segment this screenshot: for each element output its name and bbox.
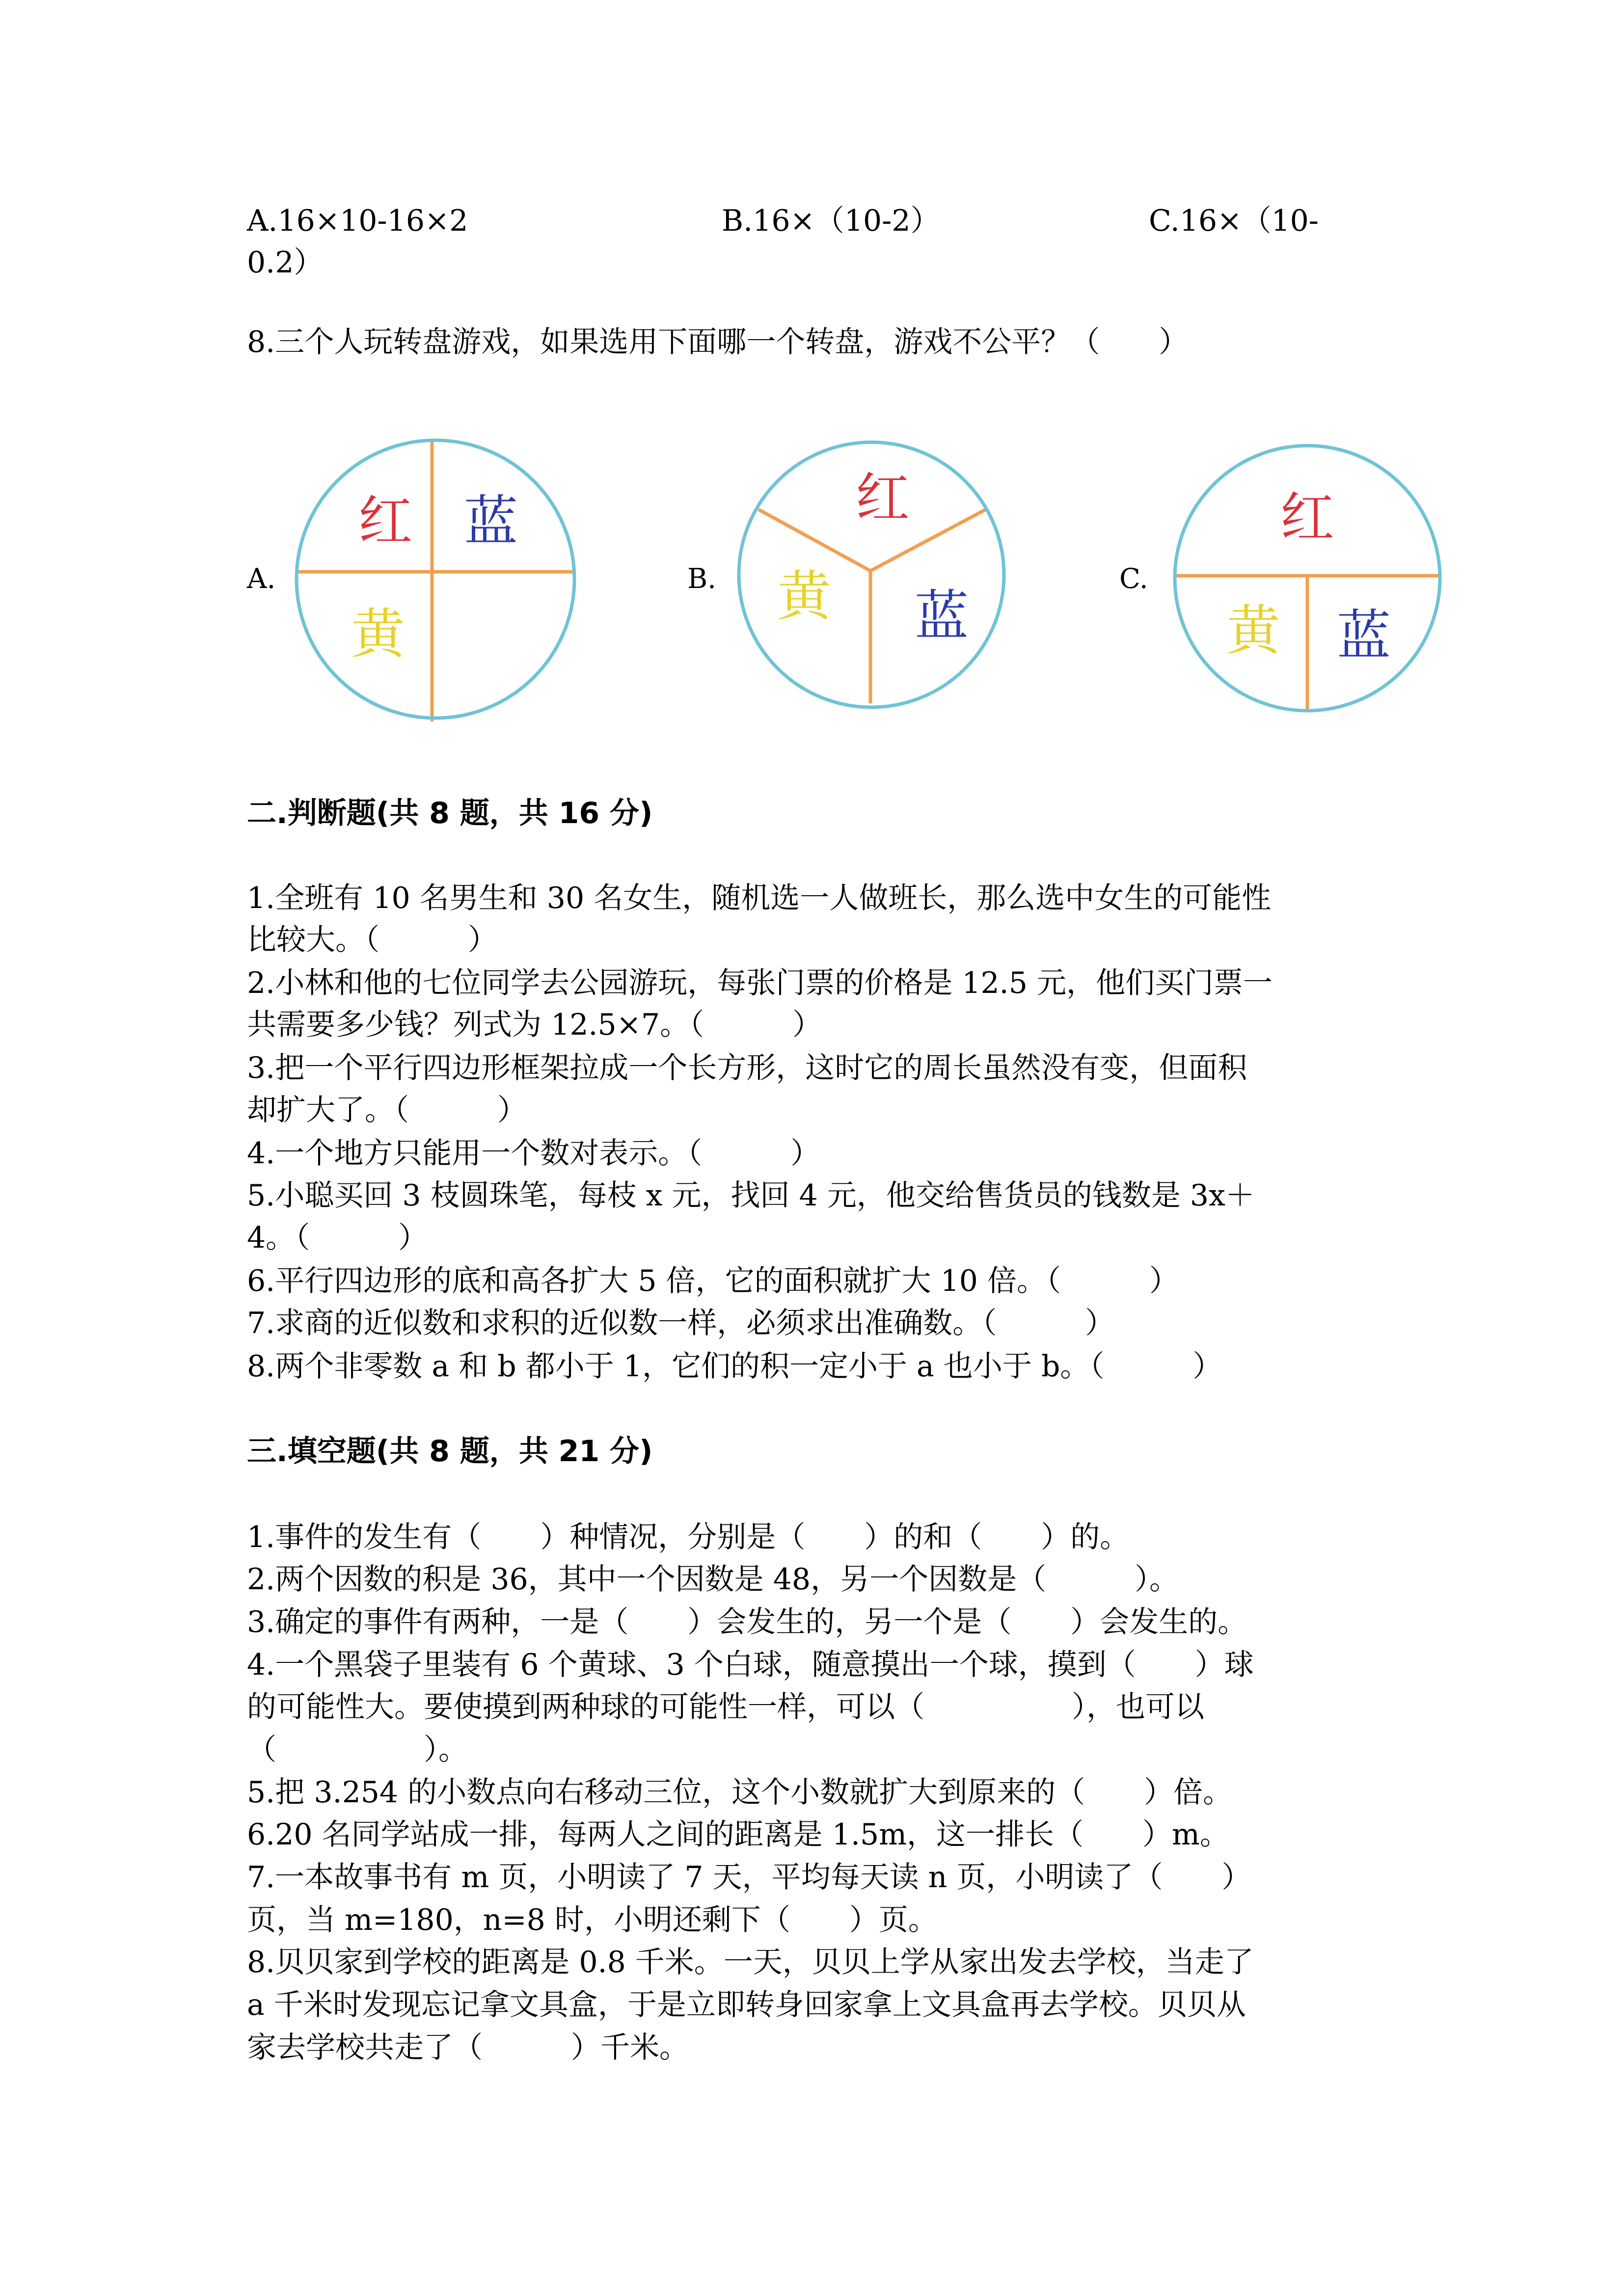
s3-line: 家去学校共走了（ ）千米。 <box>247 2030 689 2065</box>
spinner-c-sector-red: 红 <box>1280 486 1334 549</box>
s2-line: 5.小聪买回 3 枝圆珠笔，每枝 x 元，找回 4 元，他交给售货员的钱数是 3x＋ <box>247 1178 1255 1213</box>
s2-line: 却扩大了。（ ） <box>247 1093 527 1127</box>
s3-line: 7.一本故事书有 m 页，小明读了 7 天，平均每天读 n 页，小明读了（ ） <box>247 1860 1251 1895</box>
q8-question: 8.三个人玩转盘游戏，如果选用下面哪一个转盘，游戏不公平？（ ） <box>247 325 1189 359</box>
s3-line: a 千米时发现忘记拿文具盒，于是立即转身回家拿上文具盒再去学校。贝贝从 <box>247 1988 1246 2022</box>
spinner-a-sector-yellow: 黄 <box>351 603 405 666</box>
spinner-c <box>1172 443 1447 718</box>
s3-line: 1.事件的发生有（ ）种情况，分别是（ ）的和（ ）的。 <box>247 1520 1130 1554</box>
q7-option-b: B.16×（10-2） <box>722 204 940 238</box>
s2-line: 共需要多少钱？列式为 12.5×7。（ ） <box>247 1008 822 1042</box>
s2-line: 比较大。（ ） <box>247 923 497 957</box>
spinner-c-sector-yellow: 黄 <box>1226 599 1280 662</box>
s2-line: 2.小林和他的七位同学去公园游玩，每张门票的价格是 12.5 元，他们买门票一 <box>247 966 1272 1000</box>
spinner-a <box>295 437 589 731</box>
s3-line: 3.确定的事件有两种，一是（ ）会发生的，另一个是（ ）会发生的。 <box>247 1605 1247 1639</box>
s3-line: 5.把 3.254 的小数点向右移动三位，这个小数就扩大到原来的（ ）倍。 <box>247 1775 1233 1810</box>
s3-line: 2.两个因数的积是 36，其中一个因数是 48，另一个因数是（ ）。 <box>247 1562 1179 1597</box>
s2-line: 8.两个非零数 a 和 b 都小于 1，它们的积一定小于 a 也小于 b。（ ） <box>247 1349 1222 1384</box>
spinner-b-sector-yellow: 黄 <box>777 565 831 628</box>
section3-title: 三.填空题(共 8 题，共 21 分) <box>247 1434 653 1468</box>
spinner-a-sector-blue: 蓝 <box>464 490 518 553</box>
s3-line: 4.一个黑袋子里装有 6 个黄球、3 个白球，随意摸出一个球，摸到（ ）球 <box>247 1648 1254 1682</box>
q7-option-c-line1: C.16×（10- <box>1149 204 1319 238</box>
s2-line: 4.一个地方只能用一个数对表示。（ ） <box>247 1136 820 1171</box>
spinner-b <box>738 438 1013 713</box>
spinner-b-sector-blue: 蓝 <box>915 585 969 647</box>
s2-line: 3.把一个平行四边形框架拉成一个长方形，这时它的周长虽然没有变，但面积 <box>247 1051 1247 1085</box>
spinner-b-divider-1 <box>758 509 870 571</box>
s2-line: 1.全班有 10 名男生和 30 名女生，随机选一人做班长，那么选中女生的可能性 <box>247 881 1272 915</box>
s2-line: 7.求商的近似数和求积的近似数一样，必须求出准确数。（ ） <box>247 1306 1115 1340</box>
spinner-b-label: B. <box>687 563 716 595</box>
q7-option-c-line2: 0.2） <box>247 245 324 280</box>
s3-line: 6.20 名同学站成一排，每两人之间的距离是 1.5m，这一排长（ ）m。 <box>247 1817 1229 1852</box>
q7-option-a: A.16×10-16×2 <box>247 204 468 238</box>
spinner-a-sector-red: 红 <box>358 490 412 553</box>
s3-line: 页，当 m=180，n=8 时，小明还剩下（ ）页。 <box>247 1903 938 1937</box>
s3-line: 的可能性大。要使摸到两种球的可能性一样，可以（ ），也可以 <box>247 1690 1204 1724</box>
section2-title: 二.判断题(共 8 题，共 16 分) <box>247 796 653 830</box>
s2-line: 4。（ ） <box>247 1221 428 1255</box>
s2-line: 6.平行四边形的底和高各扩大 5 倍，它的面积就扩大 10 倍。（ ） <box>247 1264 1179 1298</box>
spinner-b-sector-red: 红 <box>856 467 910 530</box>
spinner-c-label: C. <box>1119 563 1148 595</box>
spinner-a-label: A. <box>247 563 276 595</box>
s3-line: 8.贝贝家到学校的距离是 0.8 千米。一天，贝贝上学从家出发去学校，当走了 <box>247 1945 1254 1979</box>
s3-line: （ ）。 <box>247 1733 468 1767</box>
spinner-c-sector-blue: 蓝 <box>1337 604 1391 667</box>
spinner-a-circle <box>297 440 574 718</box>
